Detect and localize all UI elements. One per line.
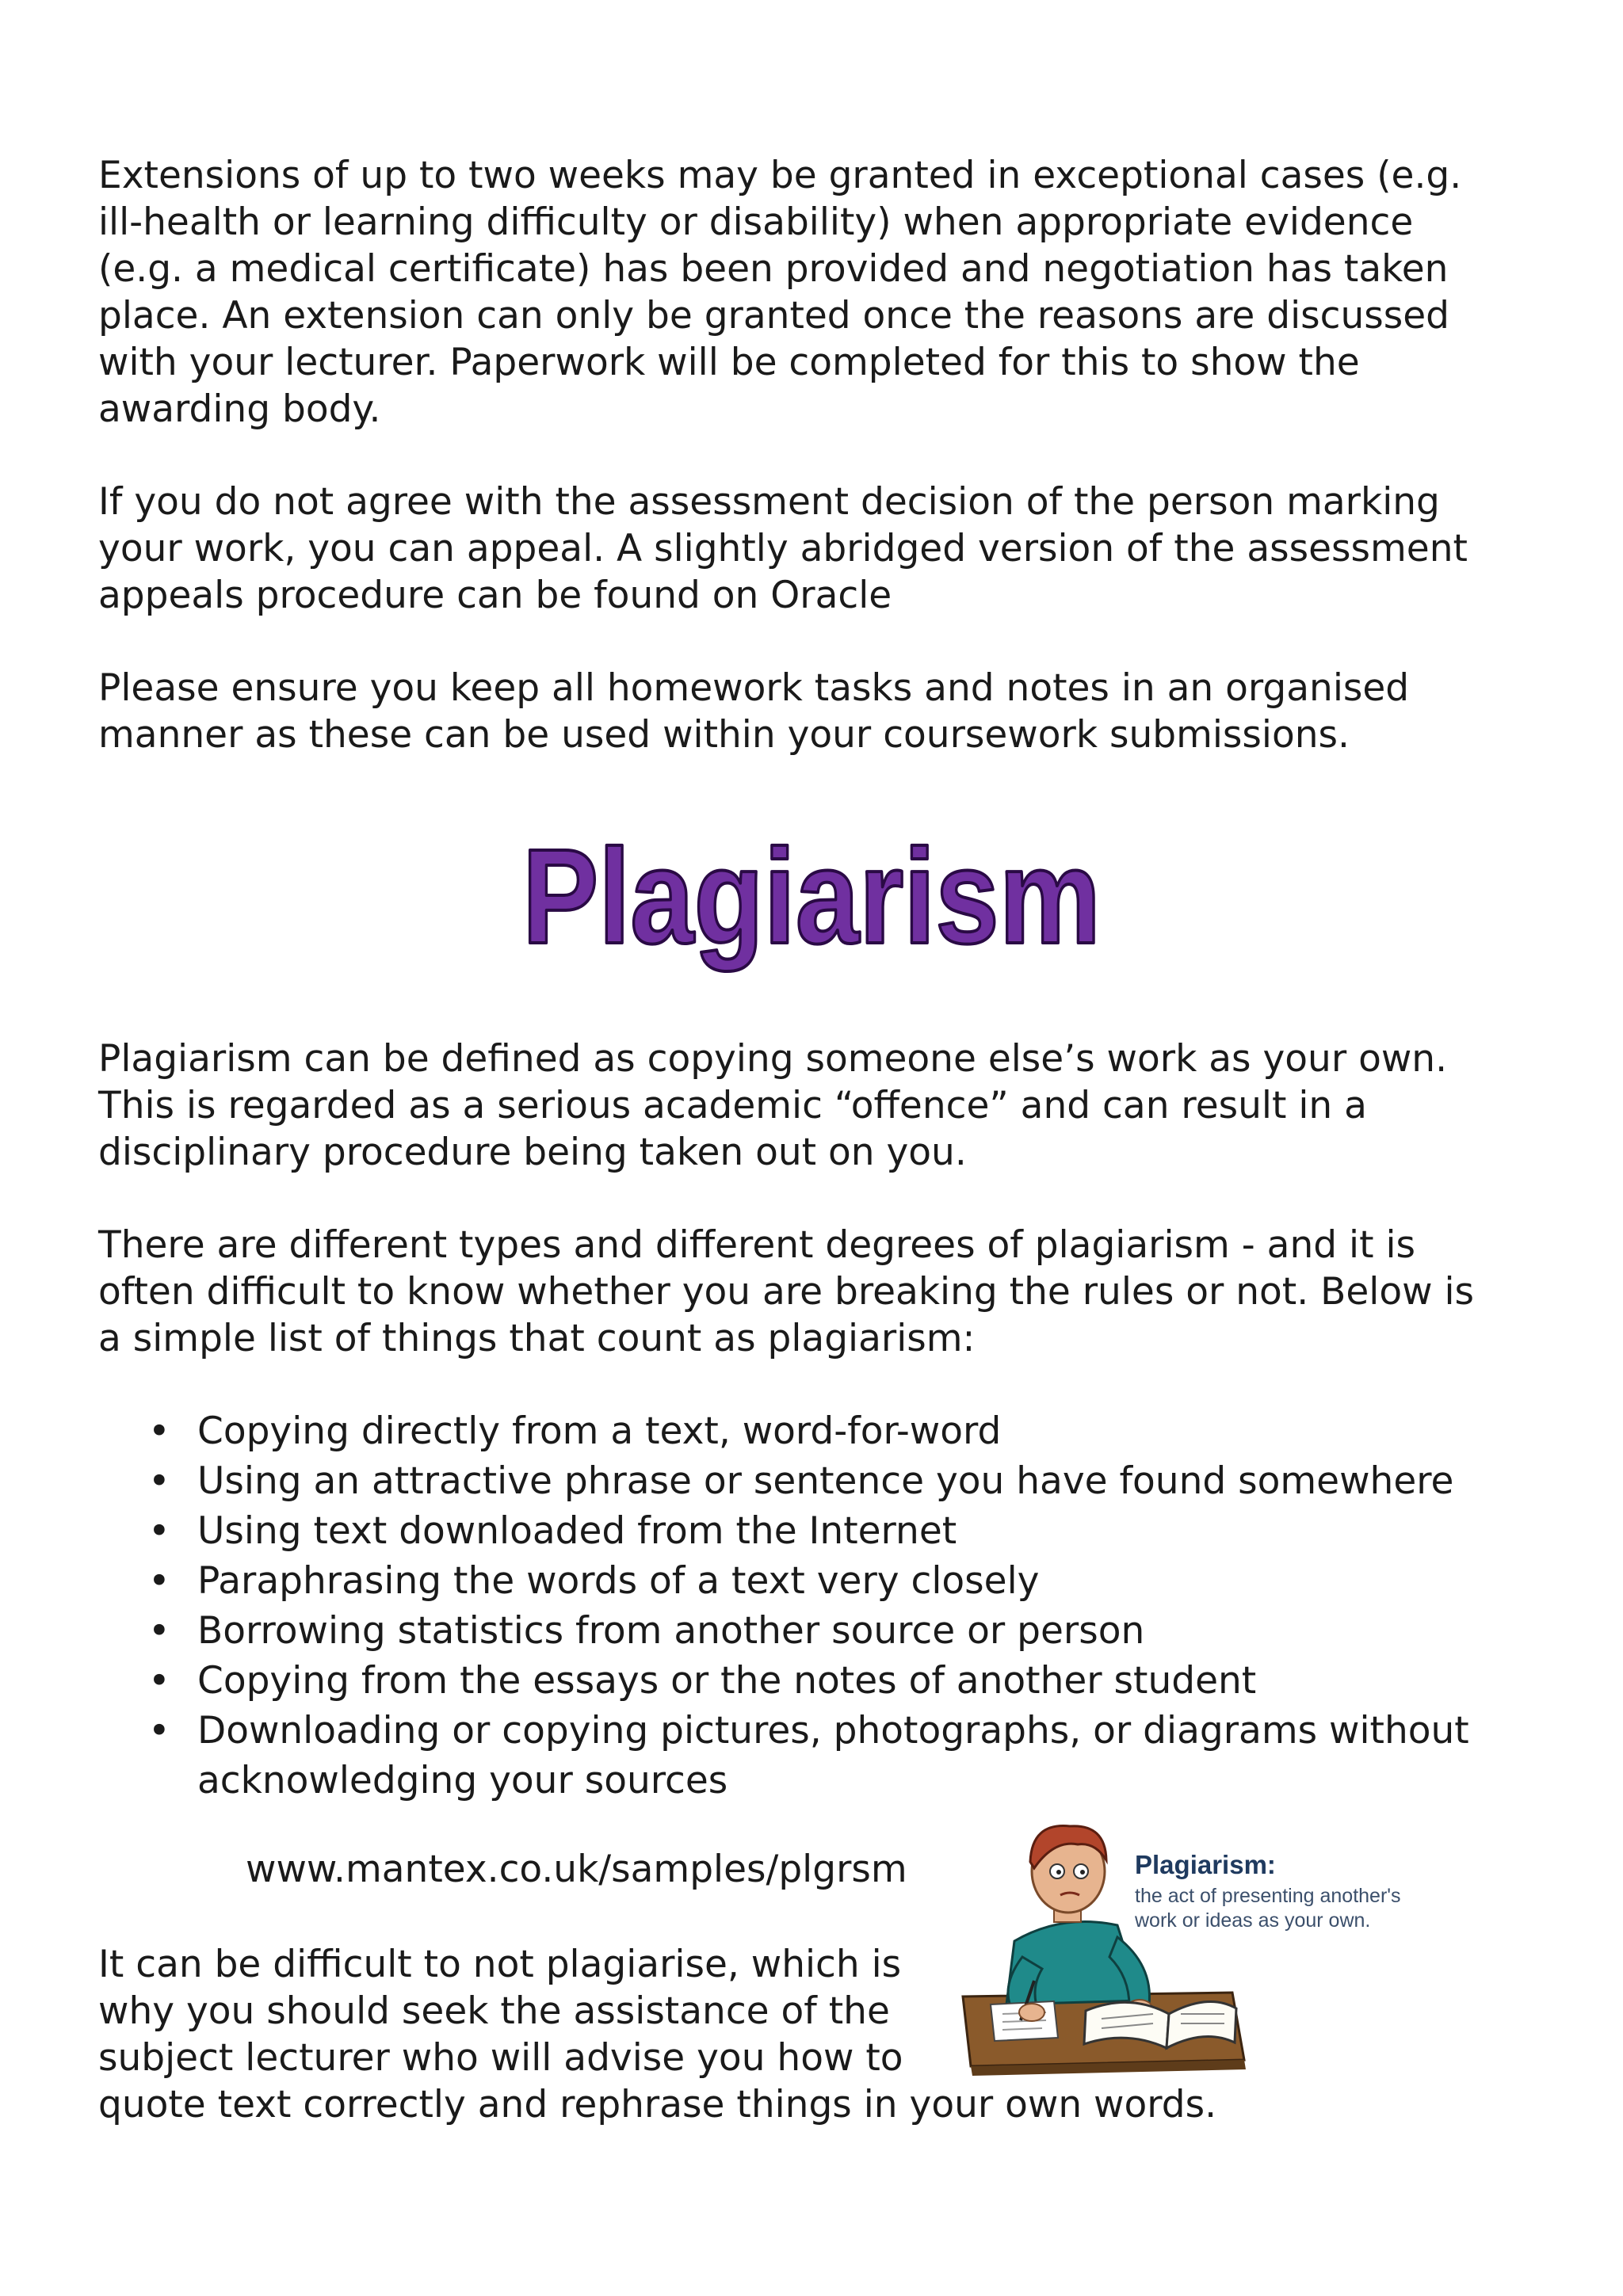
student-reading-illustration [959, 1806, 1474, 2076]
list-item: • Using text downloaded from the Internet [98, 1506, 1588, 1556]
plagiarism-wordart [510, 824, 1113, 1006]
plagiarism-heading [0, 824, 1623, 1006]
list-item: • Borrowing statistics from another source or person [98, 1606, 1588, 1656]
appeal-paragraph: If you do not agree with the assessment decision of the person marking your work, you can appeal. A slightly abridged version of the assessment appeals procedure can be found on Oracle [98, 480, 1468, 617]
homework-paragraph: Please ensure you keep all homework tasks and notes in an organised manner as these can be used within your coursework submissions. [98, 666, 1410, 757]
types-paragraph: There are different types and different degrees of plagiarism - and it is often difficult to know whether you are breaking the rules or not. Below is a simple list of things that count as plagiarism: [98, 1223, 1475, 1360]
closing-paragraph: It can be difficult to not plagiarise, which is why you should seek the assistance of the subject lecturer who will advise you how to quote text correctly and rephrase things in your own words. [98, 1943, 1217, 2126]
mantex-reference-link[interactable]: www.mantex.co.uk/samples/plgrsm [246, 1848, 907, 1891]
list-item: • Paraphrasing the words of a text very closely [98, 1556, 1588, 1606]
caption-title: Plagiarism: [1135, 1850, 1276, 1879]
extensions-paragraph: Extensions of up to two weeks may be granted in exceptional cases (e.g. ill-health or learning difficulty or disability) when appropriate evidence (e.g. a medical certificate) has been provided and negotiation has taken place. An extension can only be granted once the reasons are discussed with your lecturer. Paperwork will be completed for this to show the awarding body. [98, 154, 1462, 431]
list-item: • Using an attractive phrase or sentence you have found somewhere [98, 1456, 1588, 1506]
list-item: • Copying directly from a text, word-for-word [98, 1406, 1588, 1456]
plagiarism-list [98, 1406, 1588, 1806]
plagiarism-title-text: Plagiarism [522, 822, 1101, 972]
list-item: • Copying from the essays or the notes of another student [98, 1656, 1588, 1706]
list-item: • Downloading or copying pictures, photographs, or diagrams without acknowledging your sources [98, 1706, 1588, 1806]
definition-paragraph: Plagiarism can be defined as copying someone else’s work as your own. This is regarded as a serious academic “offence” and can result in a disciplinary procedure being taken out on you. [98, 1037, 1448, 1174]
caption-text: the act of presenting another's work or ideas as your own. [1135, 1885, 1401, 1932]
